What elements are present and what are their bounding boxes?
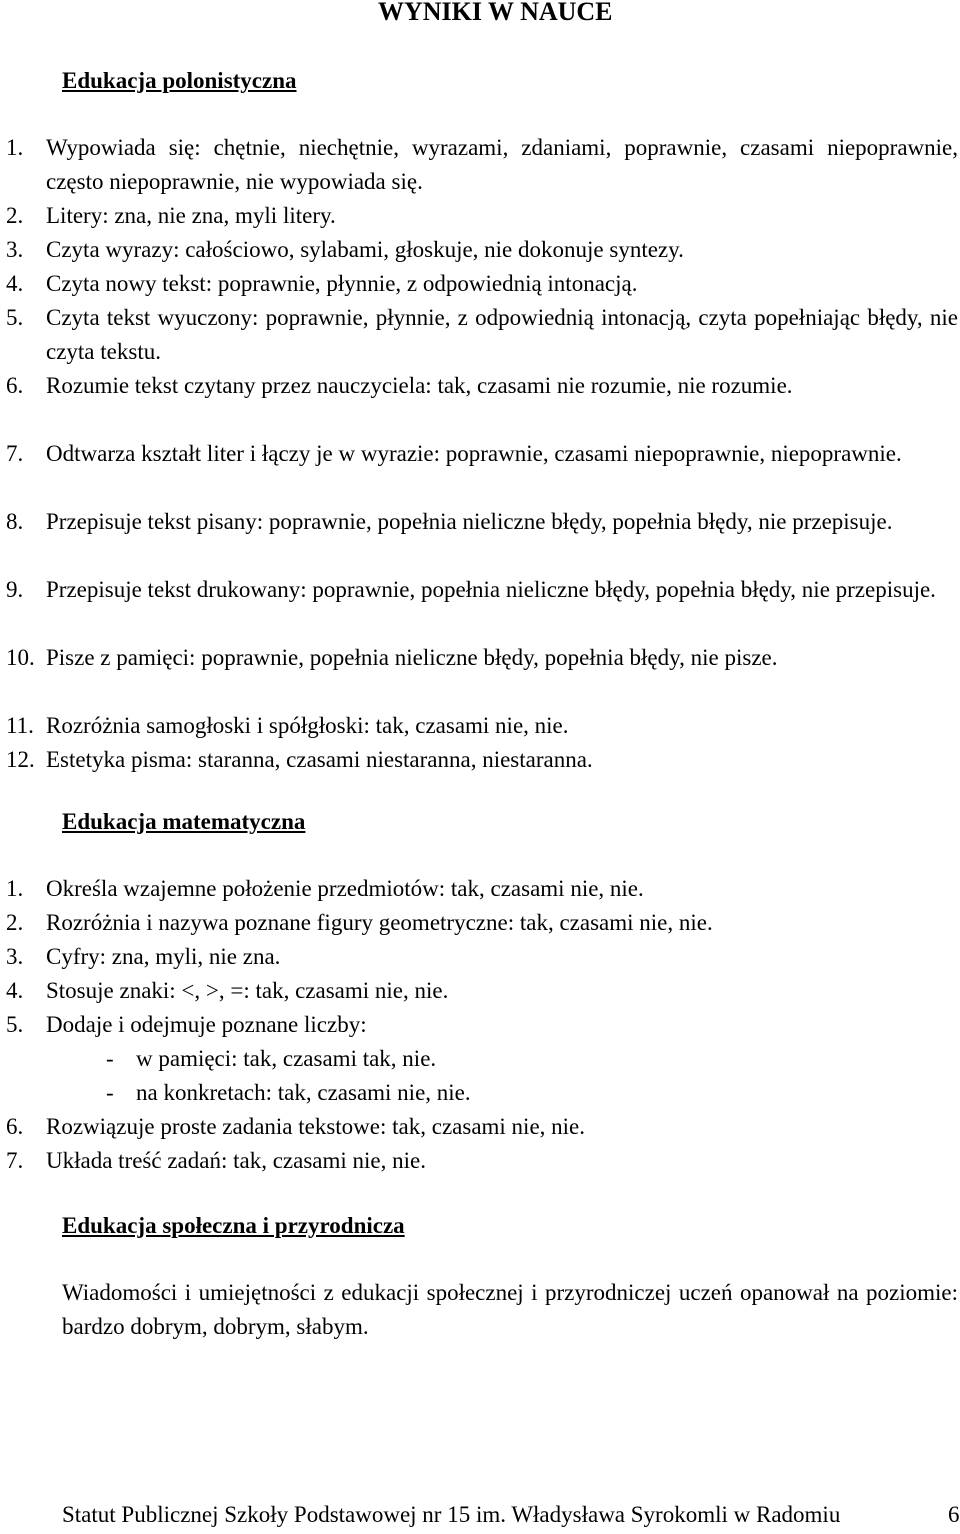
item-number: 4. (6, 978, 24, 1003)
list-item (6, 1144, 958, 1178)
section-heading-polish: Edukacja polonistyczna (62, 68, 297, 93)
list-item (6, 573, 958, 641)
item-number: 7. (6, 441, 24, 466)
list-item (6, 369, 958, 437)
item-text: Czyta nowy tekst: poprawnie, płynnie, z odpowiednią intonacją. (46, 271, 638, 296)
list-item (6, 872, 958, 906)
item-number: 2. (6, 203, 24, 228)
item-number: 3. (6, 944, 24, 969)
list-item (6, 131, 958, 199)
list-item (6, 199, 958, 233)
item-text: Rozróżnia i nazywa poznane figury geometryczne: tak, czasami nie, nie. (46, 910, 713, 935)
item-text: Przepisuje tekst drukowany: poprawnie, popełnia nieliczne błędy, popełnia błędy, nie przepisuje. (46, 577, 936, 602)
sub-item-dash: - (106, 1080, 114, 1105)
item-text: Określa wzajemne położenie przedmiotów: tak, czasami nie, nie. (46, 876, 644, 901)
list-item (6, 906, 958, 940)
polish-list (6, 131, 958, 777)
item-number: 5. (6, 305, 24, 330)
item-text: Czyta tekst wyuczony: poprawnie, płynnie, z odpowiednią intonacją, czyta popełniając błędy, nie czyta tekstu. (46, 305, 958, 364)
list-item (6, 974, 958, 1008)
page-footer (62, 1500, 960, 1530)
list-item (6, 709, 958, 743)
list-item (6, 1008, 958, 1110)
item-number: 6. (6, 373, 24, 398)
item-text: Czyta wyrazy: całościowo, sylabami, głoskuje, nie dokonuje syntezy. (46, 237, 684, 262)
sub-item (6, 1076, 958, 1110)
list-item (6, 233, 958, 267)
list-item (6, 940, 958, 974)
item-number: 8. (6, 509, 24, 534)
item-text: Rozwiązuje proste zadania tekstowe: tak, czasami nie, nie. (46, 1114, 586, 1139)
item-number: 6. (6, 1114, 24, 1139)
item-text: Pisze z pamięci: poprawnie, popełnia nieliczne błędy, popełnia błędy, nie pisze. (46, 645, 778, 670)
page-number: 6 (948, 1502, 960, 1527)
item-text: Przepisuje tekst pisany: poprawnie, popełnia nieliczne błędy, popełnia błędy, nie przepisuje. (46, 509, 893, 534)
item-number: 1. (6, 876, 24, 901)
list-item (6, 505, 958, 573)
list-item (6, 301, 958, 369)
item-number: 10. (6, 645, 35, 670)
sub-item-dash: - (106, 1046, 114, 1071)
item-number: 3. (6, 237, 24, 262)
math-list (6, 872, 958, 1178)
item-number: 7. (6, 1148, 24, 1173)
item-text: Dodaje i odejmuje poznane liczby: (46, 1012, 367, 1037)
list-item (6, 1110, 958, 1144)
list-item (6, 267, 958, 301)
social-paragraph: Wiadomości i umiejętności z edukacji społecznej i przyrodniczej uczeń opanował na poziomie: bardzo dobrym, dobrym, słabym. (62, 1280, 958, 1339)
item-text: Układa treść zadań: tak, czasami nie, nie. (46, 1148, 426, 1173)
item-number: 12. (6, 747, 35, 772)
item-text: Rozróżnia samogłoski i spółgłoski: tak, czasami nie, nie. (46, 713, 569, 738)
item-text: Rozumie tekst czytany przez nauczyciela: tak, czasami nie rozumie, nie rozumie. (46, 373, 793, 398)
item-text: Stosuje znaki: <, >, =: tak, czasami nie, nie. (46, 978, 449, 1003)
item-number: 4. (6, 271, 24, 296)
list-item (6, 437, 958, 505)
list-item (6, 743, 958, 777)
list-item (6, 641, 958, 709)
footer-text: Statut Publicznej Szkoły Podstawowej nr 15 im. Władysława Syrokomli w Radomiu (62, 1502, 841, 1527)
item-text: Odtwarza kształt liter i łączy je w wyrazie: poprawnie, czasami niepoprawnie, niepoprawnie. (46, 441, 902, 466)
sub-item-text: w pamięci: tak, czasami tak, nie. (136, 1046, 437, 1071)
sub-item-text: na konkretach: tak, czasami nie, nie. (136, 1080, 471, 1105)
item-text: Wypowiada się: chętnie, niechętnie, wyrazami, zdaniami, poprawnie, czasami niepoprawnie, często niepoprawnie, nie wypowiada się. (46, 135, 958, 194)
item-number: 5. (6, 1012, 24, 1037)
section-heading-social: Edukacja społeczna i przyrodnicza (62, 1213, 405, 1238)
item-number: 9. (6, 577, 24, 602)
item-number: 2. (6, 910, 24, 935)
item-text: Estetyka pisma: staranna, czasami niestaranna, niestaranna. (46, 747, 593, 772)
item-number: 1. (6, 135, 24, 160)
item-text: Litery: zna, nie zna, myli litery. (46, 203, 336, 228)
page-title: WYNIKI W NAUCE (378, 0, 613, 26)
sub-item (6, 1042, 958, 1076)
section-heading-math: Edukacja matematyczna (62, 809, 306, 834)
item-text: Cyfry: zna, myli, nie zna. (46, 944, 281, 969)
item-number: 11. (6, 713, 34, 738)
